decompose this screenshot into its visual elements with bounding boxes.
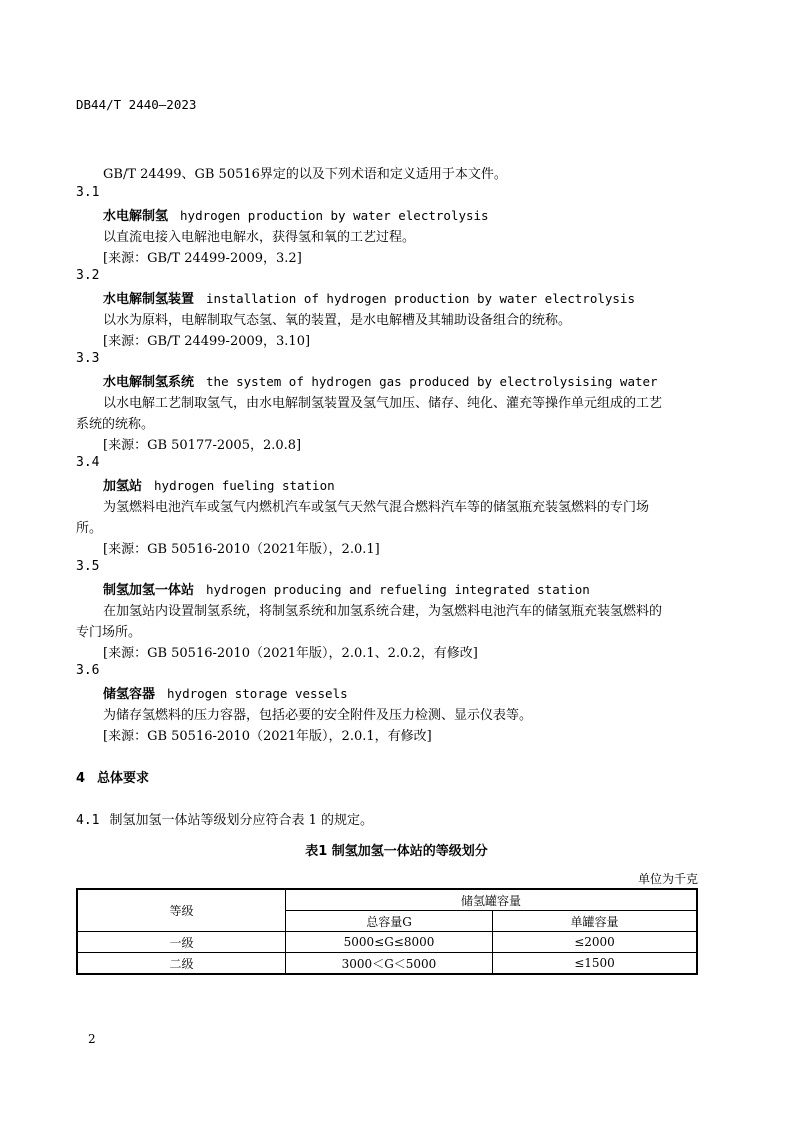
term-zh: 加氢站	[103, 479, 143, 494]
term-definition: 为储存氢燃料的压力容器，包括必要的安全附件及压力检测、显示仪表等。	[103, 708, 533, 723]
term-en: installation of hydrogen production by water electrolysis	[206, 291, 635, 306]
term-number: 3.1	[76, 185, 100, 200]
term-heading	[103, 371, 658, 390]
term-definition-cont: 系统的统称。	[76, 417, 155, 432]
header-single: 单罐容量	[493, 911, 698, 932]
cell-total: 3000＜G＜5000	[286, 953, 493, 975]
term-number: 3.6	[76, 663, 100, 678]
term-zh: 储氢容器	[103, 687, 156, 702]
section-heading	[76, 767, 149, 786]
term-en: hydrogen fueling station	[154, 478, 335, 493]
term-heading	[103, 288, 635, 307]
page-number: 2	[88, 1032, 96, 1046]
cell-grade: 二级	[77, 953, 286, 975]
term-zh: 水电解制氢系统	[103, 375, 195, 390]
term-zh: 水电解制氢装置	[103, 292, 195, 307]
term-source: [来源：GB/T 24499-2009，3.2]	[103, 251, 302, 266]
clause-4-1	[76, 809, 373, 828]
term-en: hydrogen storage vessels	[167, 686, 348, 701]
term-source: [来源：GB 50516-2010（2021年版），2.0.1，有修改]	[103, 729, 432, 744]
term-source: [来源：GB/T 24499-2009，3.10]	[103, 334, 311, 349]
term-source: [来源：GB 50177-2005，2.0.8]	[103, 438, 302, 453]
grade-table	[76, 888, 698, 975]
doc-number: DB44/T 2440—2023	[76, 97, 197, 112]
table-unit: 单位为千克	[637, 872, 698, 886]
term-en: the system of hydrogen gas produced by electrolysising water	[206, 374, 658, 389]
header-total: 总容量G	[286, 911, 493, 932]
term-definition: 为氢燃料电池汽车或氢气内燃机汽车或氢气天然气混合燃料汽车等的储氢瓶充装氢燃料的专门场	[103, 500, 650, 515]
term-heading	[103, 205, 489, 224]
term-heading	[103, 683, 348, 702]
term-definition: 以水为原料，电解制取气态氢、氧的装置，是水电解槽及其辅助设备组合的统称。	[103, 313, 572, 328]
term-number: 3.3	[76, 351, 100, 366]
table-caption: 表1 制氢加氢一体站的等级划分	[305, 844, 488, 859]
cell-single: ≤1500	[493, 953, 698, 975]
term-definition-cont: 所。	[76, 521, 103, 536]
term-en: hydrogen production by water electrolysis	[180, 208, 489, 223]
term-heading	[103, 475, 335, 494]
table-row	[77, 932, 697, 953]
term-definition: 以水电解工艺制取氢气，由水电解制氢装置及氢气加压、储存、纯化、灌充等操作单元组成的工艺	[103, 396, 663, 411]
section-number: 4	[76, 771, 86, 786]
section-title: 总体要求	[97, 771, 150, 786]
term-source: [来源：GB 50516-2010（2021年版），2.0.1、2.0.2，有修改]	[103, 646, 478, 661]
term-definition: 在加氢站内设置制氢系统，将制氢系统和加氢系统合建，为氢燃料电池汽车的储氢瓶充装氢燃料的	[103, 604, 663, 619]
header-grade: 等级	[77, 889, 286, 932]
cell-total: 5000≤G≤8000	[286, 932, 493, 953]
cell-single: ≤2000	[493, 932, 698, 953]
term-zh: 制氢加氢一体站	[103, 583, 195, 598]
term-number: 3.5	[76, 559, 100, 574]
table-row	[77, 953, 697, 975]
term-number: 3.2	[76, 268, 100, 283]
term-en: hydrogen producing and refueling integrated station	[206, 582, 590, 597]
cell-grade: 一级	[77, 932, 286, 953]
clause-text: 制氢加氢一体站等级划分应符合表 1 的规定。	[109, 813, 374, 828]
clause-number: 4.1	[76, 813, 100, 828]
term-source: [来源：GB 50516-2010（2021年版），2.0.1]	[103, 542, 380, 557]
term-heading	[103, 579, 590, 598]
intro-paragraph: GB/T 24499、GB 50516界定的以及下列术语和定义适用于本文件。	[103, 167, 507, 182]
term-zh: 水电解制氢	[103, 209, 169, 224]
term-definition-cont: 专门场所。	[76, 625, 142, 640]
header-capacity: 储氢罐容量	[286, 889, 698, 911]
term-definition: 以直流电接入电解池电解水，获得氢和氧的工艺过程。	[103, 230, 416, 245]
term-number: 3.4	[76, 455, 100, 470]
